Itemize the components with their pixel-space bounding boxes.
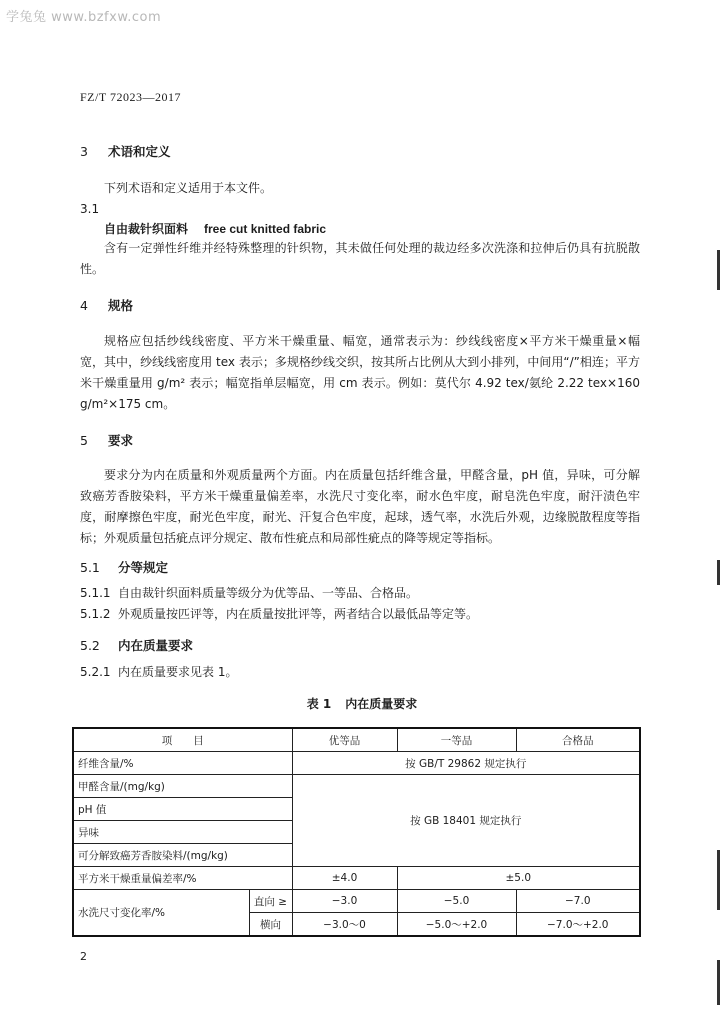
section-number: 4: [80, 298, 88, 313]
row-label-ph: pH 值: [73, 798, 292, 821]
ge-symbol: ≥: [278, 895, 288, 908]
clause-5-1-1: [80, 583, 418, 604]
table-row: [73, 752, 640, 775]
table-row: [73, 867, 640, 890]
section-3-heading: [80, 142, 171, 160]
wash-direction-weft: 横向: [249, 913, 292, 937]
header-grade-first: 一等品: [397, 728, 516, 752]
row-label-fiber: 纤维含量/%: [73, 752, 292, 775]
standard-number: FZ/T 72023—2017: [80, 90, 181, 104]
term-english: free cut knitted fabric: [204, 222, 327, 236]
wash-warp-first: −5.0: [397, 890, 516, 913]
weight-superior: ±4.0: [292, 867, 397, 890]
quality-requirements-table: [72, 727, 641, 937]
row-label-amine: 可分解致癌芳香胺染料/(mg/kg): [73, 844, 292, 867]
section-3-intro: 下列术语和定义适用于本文件。: [104, 181, 273, 195]
clause-text: 外观质量按匹评等，内在质量按批评等，两者结合以最低品等定等。: [118, 607, 479, 621]
section-4-text: 规格应包括纱线线密度、平方米干燥重量、幅宽，通常表示为：纱线线密度×平方米干燥重量×幅宽，其中，纱线线密度用 tex 表示；多规格纱线交织，按其所占比例从大到小排列，中间用“/”相连；平方米干燥重量用 g/m² 表示；幅宽指单层幅宽，用 cm 表示。例如：莫代尔 4.92 tex/氨纶 2.22 tex×160 g/m²×175 cm。: [80, 334, 640, 411]
section-4-heading: [80, 296, 133, 314]
row-label-odor: 异味: [73, 821, 292, 844]
clause-number: 5.1.2: [80, 607, 111, 621]
wash-weft-superior: −3.0～0: [292, 913, 397, 937]
row-label-weight: 平方米干燥重量偏差率/%: [73, 867, 292, 890]
subsection-3-1-number: 3.1: [80, 202, 100, 216]
wash-weft-qualified: −7.0～+2.0: [516, 913, 640, 937]
direction-label: 直向: [253, 895, 275, 908]
section-title: 分等规定: [118, 560, 169, 575]
clause-text: 自由裁针织面料质量等级分为优等品、一等品、合格品。: [118, 586, 419, 600]
weight-first-qualified: ±5.0: [397, 867, 640, 890]
scan-edge-mark: [717, 250, 720, 290]
section-title: 术语和定义: [108, 144, 171, 159]
watermark-text: 学兔兔 www.bzfxw.com: [6, 10, 162, 25]
section-title: 要求: [108, 433, 134, 448]
section-5-2-heading: [80, 636, 193, 654]
clause-text: 内在质量要求见表 1。: [118, 665, 238, 679]
table-header-row: [73, 728, 640, 752]
page-number: 2: [80, 950, 87, 963]
table-row: [73, 775, 640, 798]
clause-number: 5.2.1: [80, 665, 111, 679]
term-heading: [104, 219, 326, 240]
gb18401-requirement: 按 GB 18401 规定执行: [292, 775, 640, 867]
clause-number: 5.1.1: [80, 586, 111, 600]
fiber-requirement: 按 GB/T 29862 规定执行: [292, 752, 640, 775]
section-title: 规格: [108, 298, 134, 313]
table-caption-title: 内在质量要求: [345, 697, 418, 711]
section-5-1-heading: [80, 558, 168, 576]
section-title: 内在质量要求: [118, 638, 194, 653]
wash-warp-superior: −3.0: [292, 890, 397, 913]
section-5-heading: [80, 431, 133, 449]
term-chinese: 自由裁针织面料: [104, 222, 189, 236]
section-number: 5: [80, 433, 88, 448]
row-label-formaldehyde: 甲醛含量/(mg/kg): [73, 775, 292, 798]
wash-weft-first: −5.0～+2.0: [397, 913, 516, 937]
wash-direction-warp: [249, 890, 292, 913]
table-row: [73, 890, 640, 913]
section-number: 5.2: [80, 638, 100, 653]
clause-5-2-1: [80, 662, 237, 683]
clause-5-1-2: [80, 604, 478, 625]
header-grade-qualified: 合格品: [516, 728, 640, 752]
scan-edge-mark: [717, 850, 720, 910]
row-label-wash: 水洗尺寸变化率/%: [73, 890, 249, 937]
table-1-caption: [0, 695, 724, 712]
table-caption-number: 表 1: [306, 697, 332, 711]
header-grade-superior: 优等品: [292, 728, 397, 752]
scan-edge-mark: [717, 560, 720, 585]
section-5-text: 要求分为内在质量和外观质量两个方面。内在质量包括纤维含量，甲醛含量，pH 值，异味，可分解致癌芳香胺染料，平方米干燥重量偏差率，水洗尺寸变化率，耐水色牢度，耐皂洗色牢度，耐汗渍色牢度，耐摩擦色牢度，耐光色牢度，耐光、汗复合色牢度，起球，透气率，水洗后外观，边缘脱散程度等指标；外观质量包括疵点评分规定、散布性疵点和局部性疵点的降等规定等指标。: [80, 468, 640, 545]
section-number: 3: [80, 144, 88, 159]
wash-warp-qualified: −7.0: [516, 890, 640, 913]
header-item: 项 目: [73, 728, 292, 752]
scan-edge-mark: [717, 960, 720, 1005]
term-definition: 含有一定弹性纤维并经特殊整理的针织物，其未做任何处理的裁边经多次洗涤和拉伸后仍具有抗脱散性。: [80, 241, 640, 276]
section-number: 5.1: [80, 560, 100, 575]
